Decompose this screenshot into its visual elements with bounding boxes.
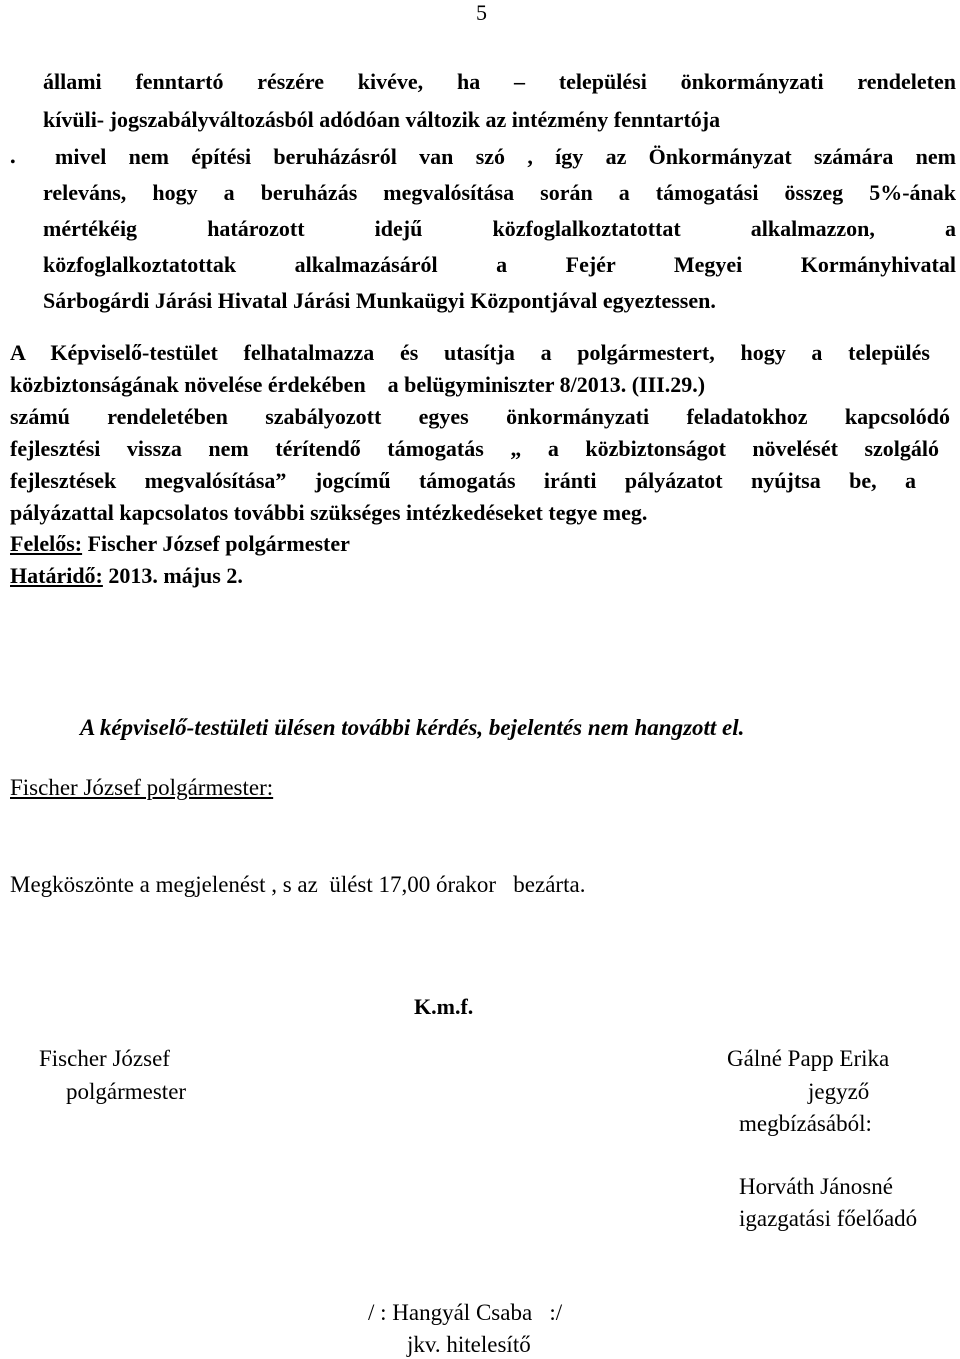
block2-line-5: fejlesztések megvalósítása” jogcímű támogatás iránti pályázatot nyújtsa be, a bbox=[10, 468, 916, 493]
block2-line-1: A Képviselő-testület felhatalmazza és utasítja a polgármestert, hogy a település bbox=[10, 340, 930, 365]
deadline-label: Határidő: bbox=[10, 563, 103, 588]
left-signer-title: polgármester bbox=[66, 1079, 187, 1104]
bullet-icon: • bbox=[10, 154, 16, 171]
right-signer-sub: megbízásából: bbox=[739, 1111, 872, 1136]
responsible-value: Fischer József polgármester bbox=[82, 531, 350, 556]
speaker-label: Fischer József polgármester: bbox=[10, 775, 274, 800]
right-signer-title: jegyző bbox=[808, 1079, 870, 1104]
closing-statement: Megköszönte a megjelenést , s az ülést 17,00 órakor bezárta. bbox=[10, 872, 586, 897]
deadline-line bbox=[10, 563, 243, 589]
kmf-label: K.m.f. bbox=[414, 994, 474, 1019]
block2-line-6: pályázattal kapcsolatos további szükséges intézkedéseket tegye meg. bbox=[10, 500, 648, 525]
block1-line-2: kívüli- jogszabályváltozásból adódóan változik az intézmény fenntartója bbox=[43, 107, 721, 132]
right-subsigner-title: igazgatási főelőadó bbox=[739, 1206, 918, 1231]
block1-line-4: releváns, hogy a beruházás megvalósítása során a támogatási összeg 5%-ának bbox=[43, 180, 956, 205]
block2-line-2: közbiztonságának növelése érdekében a belügyminiszter 8/2013. (III.29.) bbox=[10, 372, 706, 397]
right-subsigner-name: Horváth Jánosné bbox=[739, 1174, 893, 1199]
responsible-line bbox=[10, 531, 350, 557]
witness-name: / : Hangyál Csaba :/ bbox=[368, 1300, 563, 1325]
block1-line-6: közfoglalkoztatottak alkalmazásáról a Fejér Megyei Kormányhivatal bbox=[43, 252, 956, 277]
block1-line-3: mivel nem építési beruházásról van szó , így az Önkormányzat számára nem bbox=[55, 144, 956, 169]
witness-title: jkv. hitelesítő bbox=[407, 1332, 531, 1357]
page-number: 5 bbox=[476, 0, 487, 25]
right-signer-name: Gálné Papp Erika bbox=[727, 1046, 890, 1071]
deadline-value: 2013. május 2. bbox=[102, 563, 243, 588]
responsible-label: Felelős: bbox=[10, 531, 83, 556]
block1-line-5: mértékéig határozott idejű közfoglalkoztatottat alkalmazzon, a bbox=[43, 216, 956, 241]
block2-line-4: fejlesztési vissza nem térítendő támogatás „ a közbiztonságot növelését szolgáló bbox=[10, 436, 939, 461]
block1-line-7: Sárbogárdi Járási Hivatal Járási Munkaügyi Központjával egyeztessen. bbox=[43, 288, 716, 313]
left-signer-name: Fischer József bbox=[39, 1046, 170, 1071]
block1-line-1: állami fenntartó részére kivéve, ha – települési önkormányzati rendeleten bbox=[43, 69, 956, 94]
closing-note: A képviselő-testületi ülésen további kérdés, bejelentés nem hangzott el. bbox=[80, 715, 745, 740]
block2-line-3: számú rendeletében szabályozott egyes önkormányzati feladatokhoz kapcsolódó bbox=[10, 404, 950, 429]
